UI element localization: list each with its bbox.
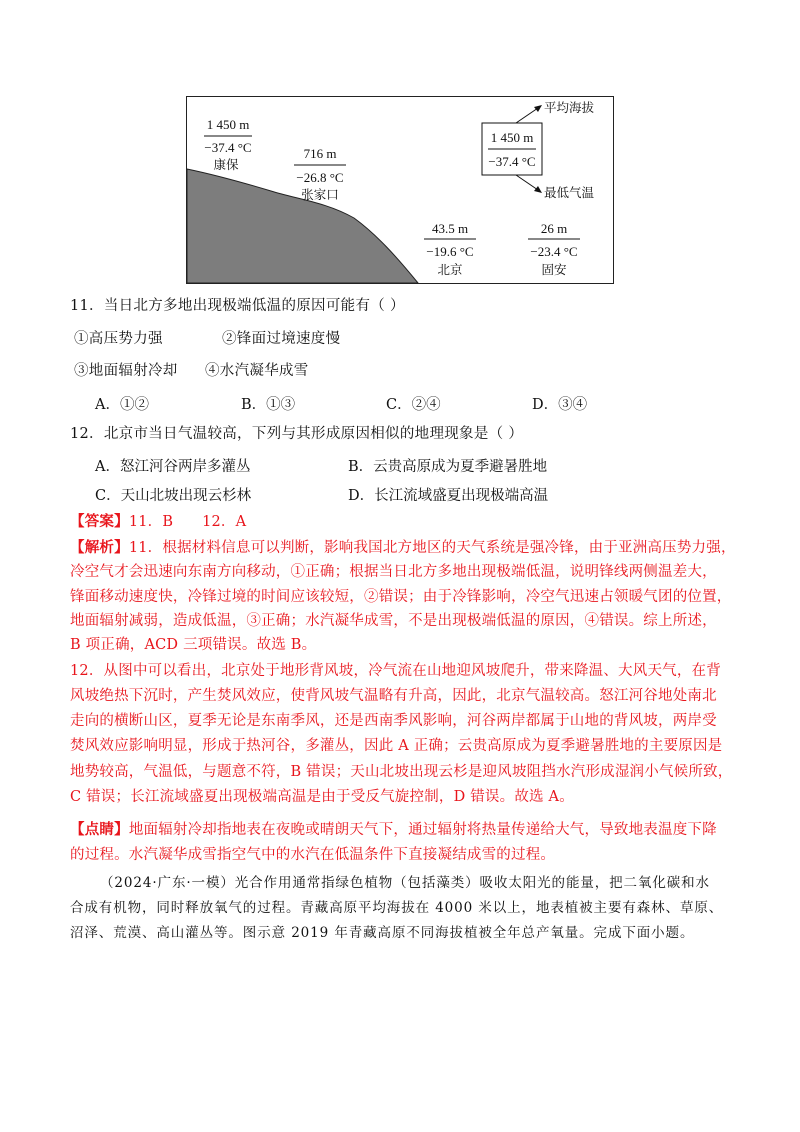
q11-item-4: ④水汽凝华成雪	[205, 363, 309, 379]
q12-option-d[interactable]: D．长江流域盛夏出现极端高温	[348, 488, 549, 504]
guan-temperature: −23.4 °C	[530, 244, 578, 259]
comment-text-1: 地面辐射冷却指地表在夜晚或晴朗天气下，通过辐射将热量传递给大气，导致地表温度下降	[128, 822, 717, 838]
legend-temperature: −37.4 °C	[488, 154, 536, 169]
q11-option-c[interactable]: C．②④	[386, 397, 441, 413]
q11-option-b[interactable]: B．①③	[241, 397, 296, 413]
q11-item-2: ②锋面过境速度慢	[222, 331, 341, 347]
q12-option-c[interactable]: C．天山北坡出现云杉林	[95, 488, 252, 504]
q12-option-b[interactable]: B．云贵高原成为夏季避暑胜地	[348, 459, 548, 475]
intro-line-3: 沼泽、荒漠、高山灌丛等。图示意 2019 年青藏高原不同海拔植被全年总产氧量。完成下面小题。	[70, 925, 695, 941]
q12-option-a[interactable]: A．怒江河谷两岸多灌丛	[95, 459, 251, 475]
analysis-text-1: 11．根据材料信息可以判断，影响我国北方地区的天气系统是强冷锋，由于亚洲高压势力强，	[128, 540, 736, 556]
q11-item-3: ③地面辐射冷却	[74, 363, 178, 379]
comment-tag: 【点睛】	[70, 821, 129, 838]
legend-temperature-label: 最低气温	[544, 185, 595, 200]
q11-option-a[interactable]: A．①②	[95, 397, 149, 413]
answer-tag: 【答案】	[70, 513, 129, 530]
analysis-line-11: C 错误；长江流域盛夏出现极端高温是由于受反气旋控制，D 错误。故选 A。	[70, 789, 574, 805]
q11-option-d[interactable]: D．③④	[532, 397, 588, 413]
comment-line-1	[70, 818, 717, 839]
analysis-line-3: 锋面移动速度快，冷锋过境的时间应该较短，②错误；由于冷锋影响，冷空气迅速占领暖气团的位置，	[70, 589, 732, 605]
beijing-label: 北京	[437, 262, 463, 277]
analysis-line-2: 冷空气才会迅速向东南方向移动，①正确；根据当日北方多地出现极端低温，说明锋线两侧温差大，	[70, 564, 717, 580]
analysis-line-1	[70, 536, 736, 557]
comment-line-2: 的过程。水汽凝华成雪指空气中的水汽在低温条件下直接凝结成雪的过程。	[70, 847, 556, 863]
analysis-line-9: 焚风效应影响明显，形成于热河谷，多灌丛，因此 A 正确；云贵高原成为夏季避暑胜地的主要原因是	[70, 738, 723, 754]
q11-item-1: ①高压势力强	[74, 331, 163, 347]
intro-line-1: （2024·广东·一模）光合作用通常指绿色植物（包括藻类）吸收太阳光的能量，把二氧化碳和水	[100, 875, 710, 891]
legend-elevation: 1 450 m	[490, 130, 534, 145]
answer-text: 11．B 12．A	[128, 514, 247, 530]
q11-stem: 11．当日北方多地出现极端低温的原因可能有（ ）	[70, 298, 405, 314]
analysis-line-6: 12．从图中可以看出，北京处于地形背风坡，冷气流在山地迎风坡爬升，带来降温、大风天气，在背	[70, 663, 721, 679]
answer-line	[70, 510, 246, 531]
zhangjiakou-temperature: −26.8 °C	[296, 170, 344, 185]
intro-line-2: 合成有机物，同时释放氧气的过程。青藏高原平均海拔在 4000 米以上，地表植被主要有森林、草原、	[70, 900, 724, 916]
guan-elevation: 26 m	[540, 221, 568, 236]
zhangjiakou-elevation: 716 m	[303, 146, 337, 161]
analysis-line-8: 走向的横断山区，夏季无论是东南季风，还是西南季风影响，河谷两岸都属于山地的背风坡，两岸受	[70, 713, 717, 729]
analysis-line-4: 地面辐射减弱，造成低温，③正确；水汽凝华成雪，不是出现极端低温的原因，④错误。综上所述，	[70, 613, 717, 629]
legend-elevation-label: 平均海拔	[544, 100, 595, 115]
analysis-line-5: B 项正确，ACD 三项错误。故选 B。	[70, 637, 317, 653]
zhangjiakou-label: 张家口	[301, 187, 339, 202]
q12-stem: 12．北京市当日气温较高，下列与其形成原因相似的地理现象是（ ）	[70, 426, 524, 442]
kangbao-temperature: −37.4 °C	[204, 140, 252, 155]
terrain-profile-diagram	[186, 96, 614, 284]
guan-label: 固安	[541, 262, 567, 277]
beijing-temperature: −19.6 °C	[426, 244, 474, 259]
beijing-elevation: 43.5 m	[431, 221, 469, 236]
analysis-line-10: 地势较高，气温低，与题意不符，B 错误；天山北坡出现云杉是迎风坡阻挡水汽形成湿润小气候所致，	[70, 764, 733, 780]
kangbao-elevation: 1 450 m	[206, 117, 250, 132]
analysis-tag: 【解析】	[70, 539, 129, 556]
terrain-figure	[186, 96, 614, 284]
analysis-line-7: 风坡绝热下沉时，产生焚风效应，使背风坡气温略有升高，因此，北京气温较高。怒江河谷地处南北	[70, 688, 717, 704]
kangbao-label: 康保	[213, 157, 239, 172]
